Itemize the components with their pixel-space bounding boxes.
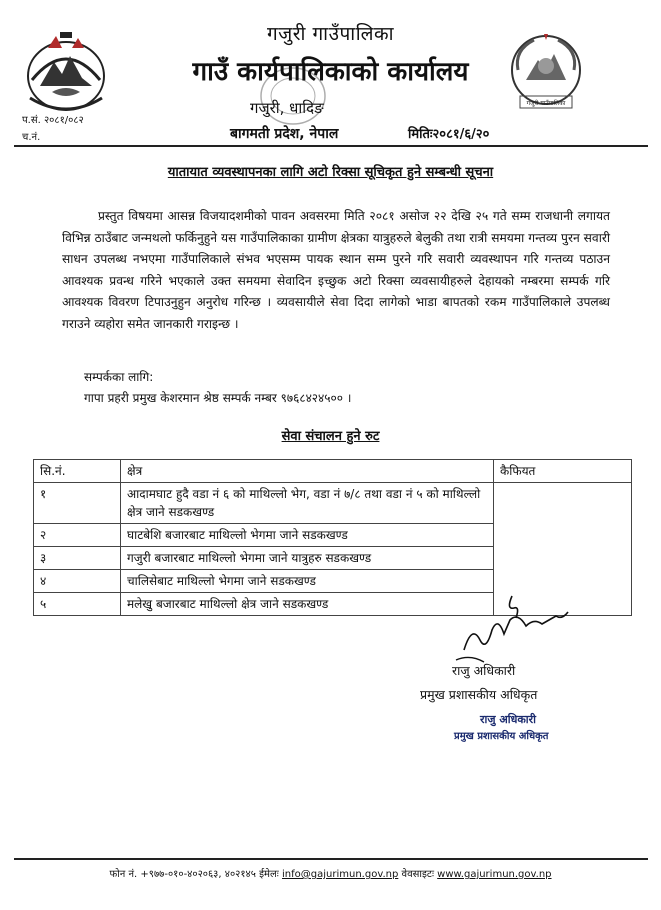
notice-subject: यातायात व्यवस्थापनका लागि अटो रिक्सा सूचिकृत हुने सम्बन्धी सूचना bbox=[167, 165, 494, 180]
reference-block bbox=[22, 112, 84, 146]
row-sn: ३ bbox=[34, 547, 121, 570]
stamp-name: राजु अधिकारी bbox=[480, 713, 537, 726]
row-sn: ५ bbox=[34, 593, 121, 616]
footer-website-link[interactable]: www.gajurimun.gov.np bbox=[437, 869, 552, 880]
header-sn: सि.नं. bbox=[34, 460, 121, 483]
table-row bbox=[34, 483, 632, 524]
row-sn: २ bbox=[34, 524, 121, 547]
table-header-row bbox=[34, 460, 632, 483]
header-remarks: कैफियत bbox=[494, 460, 632, 483]
footer-email-label: ईमेलः bbox=[259, 869, 279, 880]
row-area: मलेखु बजारबाट माथिल्लो क्षेत्र जाने सडकखण्ड bbox=[121, 593, 494, 616]
patra-sankhya: प.सं. २०८१/०८२ bbox=[22, 115, 84, 126]
stamp-title: प्रमुख प्रशासकीय अधिकृत bbox=[454, 731, 549, 742]
signatory-title: प्रमुख प्रशासकीय अधिकृत bbox=[420, 687, 538, 702]
footer-contact bbox=[0, 866, 661, 880]
signature-icon bbox=[446, 590, 576, 670]
svg-text:गजुरी गाउँपालिका: गजुरी गाउँपालिका bbox=[526, 100, 566, 107]
route-table-title: सेवा संचालन हुने रुट bbox=[281, 429, 380, 444]
row-area: चालिसेबाट माथिल्लो भेगमा जाने सडकखण्ड bbox=[121, 570, 494, 593]
row-sn: १ bbox=[34, 483, 121, 524]
office-name: गाउँ कार्यपालिकाको कार्यालय bbox=[192, 57, 469, 87]
office-address: बागमती प्रदेश, नेपाल bbox=[230, 126, 339, 142]
letter-date: मितिः२०८१/६/२० bbox=[408, 127, 490, 142]
municipality-name: गजुरी गाउँपालिका bbox=[266, 23, 395, 45]
row-area: घाटबेशि बजारबाट माथिल्लो भेगमा जाने सडकखण्ड bbox=[121, 524, 494, 547]
contact-line: गापा प्रहरी प्रमुख केशरमान श्रेष्ठ सम्पर्क नम्बर ९७६८४२४५०० । bbox=[84, 391, 352, 405]
signatory-name: राजु अधिकारी bbox=[452, 663, 516, 678]
footer-email-link[interactable]: info@gajurimun.gov.np bbox=[282, 869, 399, 880]
notice-body: प्रस्तुत विषयमा आसन्न विजयादशमीको पावन अवसरमा मिति २०८१ असोज २२ देखि २५ गते सम्म राजधानी लगायत विभिन्न ठाउँबाट जन्मथलो फर्किनुहुने यस गाउँपालिकाका ग्रामीण क्षेत्रका यात्रुहरुले बेलुकी तथा रात्री समयमा गन्तव्य पुरन सवारी साधन उपलब्ध नभएमा गाउँपालिकाले संभव भएसम्म पायक स्थान सम्म पुरने गरि सवारी व्यवस्थापन गरि गन्तव्य पठाउन आवश्यक प्रवन्ध गरिने भएकाले उक्त समयमा सेवादिन इच्छुक अटो रिक्सा व्यवसायीहरुले देहायको नम्बरमा सम्पर्क गरि आवश्यक विवरण टिपाउनुहुन अनुरोध गरिन्छ । व्यवसायीले सेवा दिदा लागेको भाडा बापतको रकम गाउँपालिकाले उपलब्ध गराउने व्यहोरा समेत जानकारी गराइन्छ । bbox=[62, 209, 610, 331]
header-divider bbox=[14, 145, 648, 147]
footer-divider bbox=[14, 858, 648, 860]
row-area: गजुरी बजारबाट माथिल्लो भेगमा जाने यात्रुहरु सडकखण्ड bbox=[121, 547, 494, 570]
footer-website-label: वेवसाइटः bbox=[401, 869, 434, 880]
contact-label: सम्पर्कका लागि: bbox=[84, 370, 154, 384]
header-area: क्षेत्र bbox=[121, 460, 494, 483]
row-sn: ४ bbox=[34, 570, 121, 593]
footer-phone: फोन नं. +९७७-०१०-४०२०६३, ४०२१४५ bbox=[109, 869, 256, 880]
chalani-number: च.नं. bbox=[22, 132, 41, 143]
office-place: गजुरी, धादिङ bbox=[250, 99, 324, 117]
row-area: आदामघाट हुदै वडा नं ६ को माथिल्लो भेग, वडा नं ७/८ तथा वडा नं ५ को माथिल्लो क्षेत्र जाने सडकखण्ड bbox=[121, 483, 494, 524]
